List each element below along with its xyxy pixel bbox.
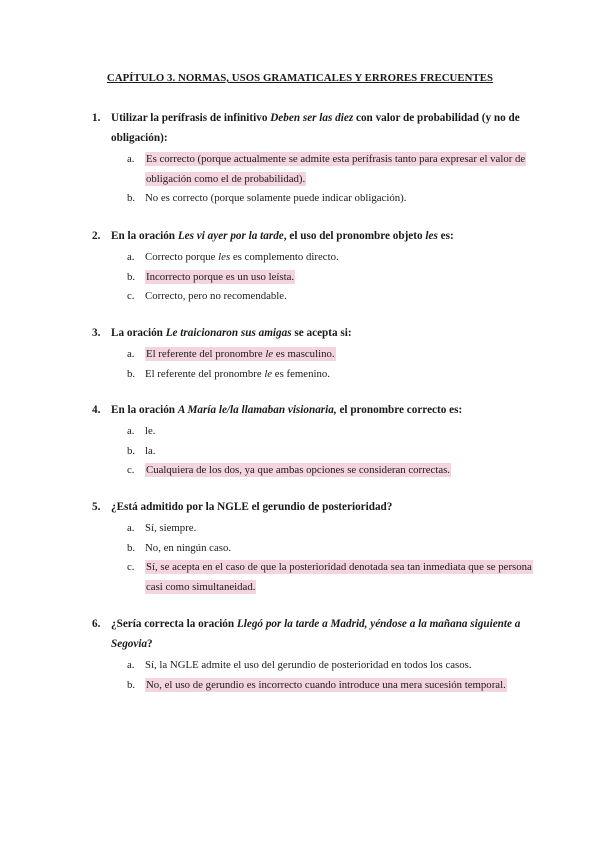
answer-option-a: a. Correcto porque les es complemento directo. [127, 248, 532, 268]
option-letter: a. [127, 522, 135, 534]
highlighted-answer: Es correcto (porque actualmente se admite esta perífrasis tanto para expresar el valor de obligación como el de probabilidad). [146, 153, 526, 185]
option-letter: a. [127, 153, 135, 165]
question-text: 5. ¿Está admitido por la NGLE el gerundio de posterioridad? [92, 497, 532, 517]
answer-option-a [127, 150, 532, 189]
option-letter: c. [127, 290, 135, 302]
option-letter: b. [127, 192, 136, 204]
question-text: 1. Utilizar la perífrasis de infinitivo Deben ser las diez con valor de probabilidad (y no de obligación): [92, 108, 532, 148]
option-letter: b. [127, 444, 136, 457]
option-letter: a. [127, 251, 135, 263]
question-number: 2. [92, 230, 101, 242]
option-letter: b. [127, 367, 136, 380]
highlighted-answer: Incorrecto porque es un uso leísta. [146, 270, 295, 283]
question-3 [92, 323, 532, 384]
highlighted-answer: El referente del pronombre le es masculino. [146, 348, 335, 360]
option-letter: c. [127, 561, 135, 573]
question-text: 2. En la oración Les vi ayer por la tarde, el uso del pronombre objeto les es: [92, 226, 532, 246]
question-6 [92, 614, 532, 695]
answer-option-b: b. El referente del pronombre le es femenino. [127, 365, 532, 385]
answer-option-c [127, 461, 532, 481]
question-text: 6. ¿Sería correcta la oración Llegó por la tarde a Madrid, yéndose a la mañana siguiente a Segovia? [92, 614, 532, 654]
answer-option-b [127, 268, 532, 288]
highlighted-answer: Cualquiera de los dos, ya que ambas opciones se consideran correctas. [146, 464, 451, 476]
question-text: 4. En la oración A María le/la llamaban visionaria, el pronombre correcto es: [92, 400, 532, 420]
option-letter: b. [127, 541, 136, 554]
option-letter: a. [127, 659, 135, 671]
question-number: 1. [92, 112, 101, 124]
answer-option-c [127, 558, 532, 597]
question-number: 3. [92, 327, 101, 339]
question-number: 4. [92, 404, 101, 416]
answer-option-c: c. Correcto, pero no recomendable. [127, 287, 532, 307]
chapter-title: CAPÍTULO 3. NORMAS, USOS GRAMATICALES Y ERRORES FRECUENTES [106, 72, 494, 84]
option-letter: c. [127, 464, 135, 476]
answer-option-b [127, 676, 532, 696]
answer-option-a: a. Sí, siempre. [127, 519, 532, 539]
question-1 [92, 108, 532, 209]
answer-option-a: a. le. [127, 422, 532, 442]
highlighted-answer: No, el uso de gerundio es incorrecto cuando introduce una mera sucesión temporal. [146, 678, 506, 691]
answer-option-b: b. No, en ningún caso. [127, 539, 532, 559]
option-letter: a. [127, 348, 135, 360]
question-2 [92, 226, 532, 307]
answer-option-b: b. la. [127, 442, 532, 462]
answer-option-a: a. Sí, la NGLE admite el uso del gerundio de posterioridad en todos los casos. [127, 656, 532, 676]
question-number: 6. [92, 618, 101, 630]
answer-option-a [127, 345, 532, 365]
question-text: 3. La oración Le traicionaron sus amigas se acepta si: [92, 323, 532, 343]
question-5 [92, 497, 532, 597]
option-letter: b. [127, 270, 136, 283]
question-4 [92, 400, 532, 481]
answer-option-b: b. No es correcto (porque solamente puede indicar obligación). [127, 189, 532, 209]
option-letter: a. [127, 425, 135, 437]
option-letter: b. [127, 678, 136, 691]
highlighted-answer: Sí, se acepta en el caso de que la posterioridad denotada sea tan inmediata que se persona casi como simultaneidad. [146, 561, 532, 593]
question-number: 5. [92, 501, 101, 513]
